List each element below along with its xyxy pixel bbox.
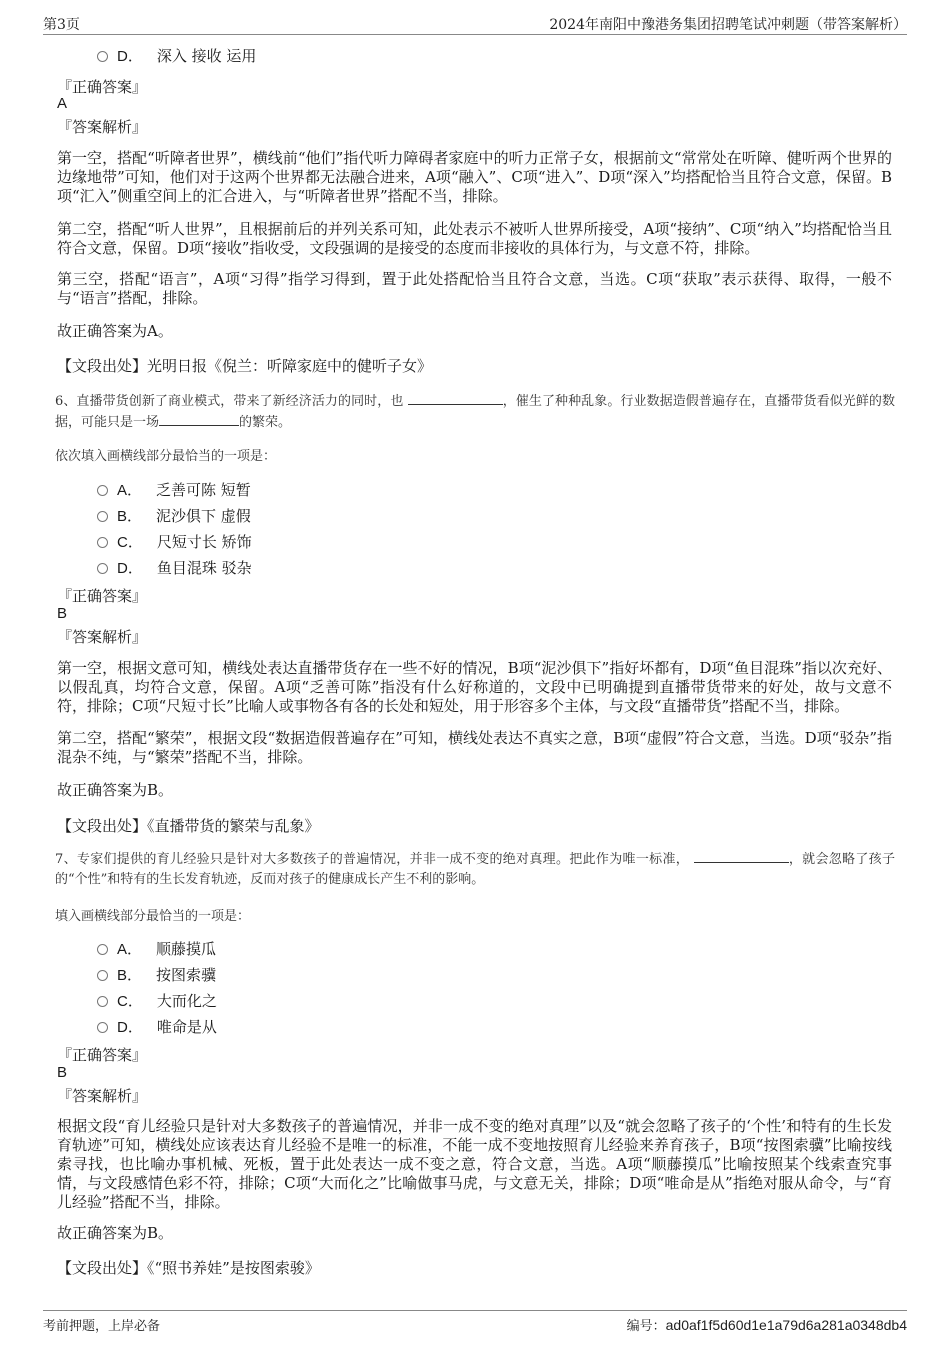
q7-analysis-label: 『答案解析』 — [57, 1087, 148, 1105]
option-text: 鱼目混珠 驳杂 — [156, 559, 252, 577]
radio-icon[interactable] — [97, 537, 108, 548]
radio-icon[interactable] — [97, 970, 108, 981]
option-letter: C． — [117, 534, 143, 551]
q6-analysis-para-2: 第二空，搭配“繁荣”，根据文段“数据造假普遍存在”可知，横线处表达不真实之意，B项“虚假”符合文意，当选。D项“驳杂”指混杂不纯，与“繁荣”搭配不当，排除。 — [57, 729, 892, 766]
radio-icon[interactable] — [97, 996, 108, 1007]
q6-option-b[interactable] — [97, 506, 251, 526]
document-code — [627, 1315, 907, 1334]
option-text: 按图索骥 — [156, 966, 217, 984]
q7-option-a[interactable] — [97, 939, 216, 959]
q7-answer: B — [57, 1064, 68, 1081]
q6-source: 【文段出处】《直播带货的繁荣与乱象》 — [57, 817, 320, 835]
q5-option-d[interactable] — [97, 46, 256, 66]
q6-answer: B — [57, 605, 68, 622]
option-letter: D． — [117, 560, 143, 577]
radio-icon[interactable] — [97, 563, 108, 574]
option-letter: C． — [117, 993, 143, 1010]
q6-instruction: 依次填入画横线部分最恰当的一项是： — [55, 449, 277, 464]
q6-option-a[interactable] — [97, 480, 251, 500]
q6-stem-text-1: 6、直播带货创新了商业模式，带来了新经济活力的同时，也 — [55, 394, 404, 409]
q6-conclusion: 故正确答案为B。 — [57, 781, 174, 799]
code-value: ad0af1f5d60d1e1a79d6a281a0348db4 — [665, 1317, 907, 1333]
option-text: 尺短寸长 矫饰 — [156, 533, 252, 551]
q5-analysis-para-3: 第三空，搭配“语言”，A项“习得”指学习得到，置于此处搭配恰当且符合文意，当选。C项“获取”表示获得、取得，一般不与“语言”搭配，排除。 — [57, 270, 892, 307]
page-footer — [43, 1310, 907, 1333]
q7-blank-1 — [694, 849, 789, 863]
page-header — [43, 12, 907, 35]
radio-icon[interactable] — [97, 485, 108, 496]
radio-icon[interactable] — [97, 1022, 108, 1033]
q6-answer-label: 『正确答案』 — [57, 587, 148, 605]
page-number: 第3页 — [43, 17, 80, 33]
q7-answer-label: 『正确答案』 — [57, 1046, 148, 1064]
document-title: 2024年南阳中豫港务集团招聘笔试冲刺题（带答案解析） — [549, 17, 907, 33]
radio-icon[interactable] — [97, 511, 108, 522]
radio-icon[interactable] — [97, 944, 108, 955]
option-text: 深入 接收 运用 — [156, 47, 257, 65]
q5-answer-label: 『正确答案』 — [57, 78, 148, 96]
option-letter: A． — [117, 482, 143, 499]
q6-option-c[interactable] — [97, 532, 252, 552]
q7-stem — [55, 849, 895, 890]
option-text: 大而化之 — [156, 992, 217, 1010]
q5-source: 【文段出处】光明日报《倪兰：听障家庭中的健听子女》 — [57, 357, 433, 375]
q7-option-c[interactable] — [97, 991, 217, 1011]
option-letter: A． — [117, 941, 143, 958]
option-letter: D． — [117, 48, 143, 65]
q7-conclusion: 故正确答案为B。 — [57, 1224, 174, 1242]
q5-analysis-label: 『答案解析』 — [57, 118, 148, 136]
option-text: 唯命是从 — [156, 1018, 217, 1036]
q5-analysis-para-2: 第二空，搭配“听人世界”，且根据前后的并列关系可知，此处表示不被听人世界所接受，A项“接纳”、C项“纳入”均搭配恰当且符合文意，保留。D项“接收”指收受，文段强调的是接受的态度而非接收的具体行为，与文意不符，排除。 — [57, 220, 892, 257]
q7-source: 【文段出处】《“照书养娃”是按图索骏》 — [57, 1259, 320, 1277]
option-letter: B． — [117, 967, 143, 984]
option-text: 顺藤摸瓜 — [156, 940, 217, 958]
option-letter: D． — [117, 1019, 143, 1036]
q5-conclusion: 故正确答案为A。 — [57, 322, 173, 340]
q7-stem-text-1: 7、专家们提供的育儿经验只是针对大多数孩子的普遍情况，并非一成不变的绝对真理。把此作为唯一标准， — [55, 852, 690, 867]
q6-stem-text-3: 的繁荣。 — [239, 415, 292, 430]
q6-analysis-label: 『答案解析』 — [57, 628, 148, 646]
q7-option-d[interactable] — [97, 1017, 217, 1037]
q5-analysis-para-1: 第一空，搭配“听障者世界”，横线前“他们”指代听力障碍者家庭中的听力正常子女，根据前文“常常处在听障、健听两个世界的边缘地带”可知，他们对于这两个世界都无法融合进来，A项“融入”、C项“进入”、D项“深入”均搭配恰当且符合文意，保留。B项“汇入”侧重空间上的汇合进入，与“听障者世界”搭配不当，排除。 — [57, 149, 892, 205]
q6-stem-text-2: ，催生了种种乱象。行业数据造假普遍存在，直播带货看似光鲜的数据，可能只是一场 — [55, 394, 895, 430]
q6-option-d[interactable] — [97, 558, 252, 578]
q6-analysis-para-1: 第一空，根据文意可知，横线处表达直播带货存在一些不好的情况，B项“泥沙俱下”指好坏都有，D项“鱼目混珠”指以次充好、以假乱真，均符合文意，保留。A项“乏善可陈”指没有什么好称道的，文段中已明确提到直播带货带来的好处，故与文意不符，排除；C项“尺短寸长”比喻人或事物各有各的长处和短处，用于形容多个主体，与文段“直播带货”搭配不当，排除。 — [57, 659, 892, 715]
q7-stem-text-2: ，就会忽略了孩子的“个性”和特有的生长发育轨迹，反而对孩子的健康成长产生不利的影响。 — [55, 852, 895, 887]
q6-blank-1 — [408, 391, 503, 405]
q6-blank-2 — [159, 412, 239, 426]
code-label: 编号： — [626, 1319, 666, 1334]
option-letter: B． — [117, 508, 143, 525]
option-text: 乏善可陈 短暂 — [156, 481, 251, 499]
radio-icon[interactable] — [97, 51, 108, 62]
q7-instruction: 填入画横线部分最恰当的一项是： — [55, 909, 251, 924]
q7-analysis-para-1: 根据文段“育儿经验只是针对大多数孩子的普遍情况，并非一成不变的绝对真理”以及“就会忽略了孩子的‘个性’和特有的生长发育轨迹”可知，横线处应该表达育儿经验不是唯一的标准，不能一成不变地按照育儿经验来养育孩子，B项“按图索骥”比喻按线索寻找，也比喻办事机械、死板，置于此处表达一成不变之意，符合文意，当选。A项“顺藤摸瓜”比喻按照某个线索查究事情，与文段感情色彩不符，排除；C项“大而化之”比喻做事马虎，与文意无关，排除；D项“唯命是从”指绝对服从命令，与“育儿经验”搭配不当，排除。 — [57, 1117, 892, 1211]
option-text: 泥沙俱下 虚假 — [156, 507, 251, 525]
q6-stem — [55, 391, 895, 433]
footer-slogan: 考前押题，上岸必备 — [43, 1319, 161, 1334]
q7-option-b[interactable] — [97, 965, 216, 985]
q5-answer: A — [57, 95, 68, 112]
